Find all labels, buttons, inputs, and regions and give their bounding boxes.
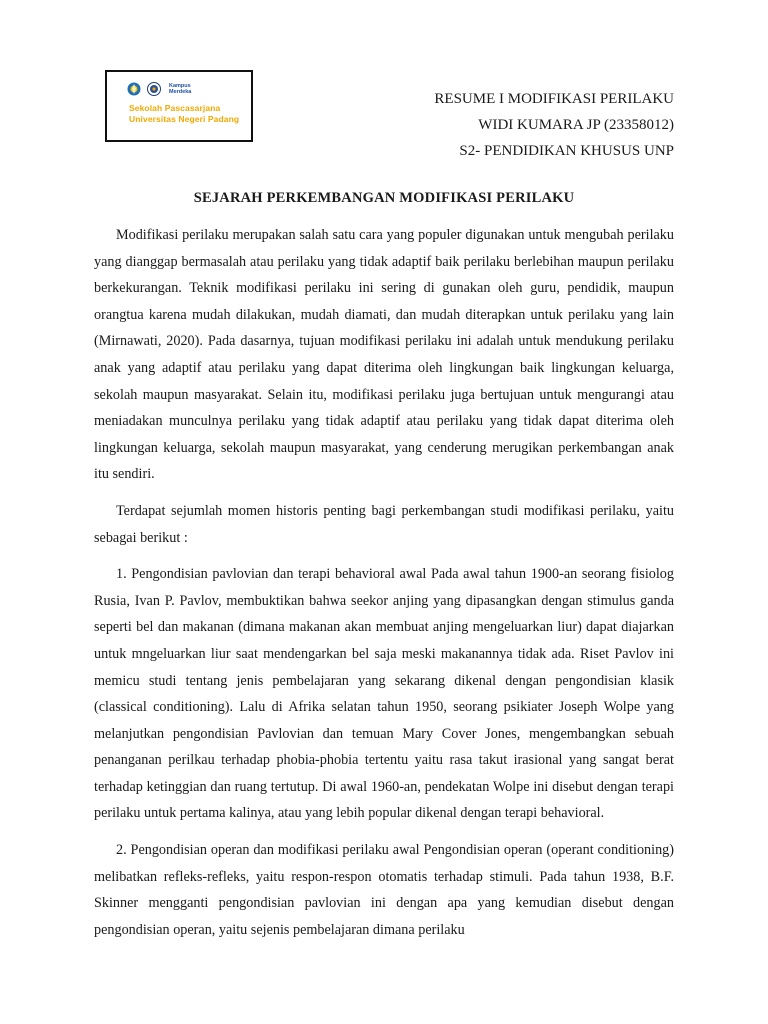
header-line-2: WIDI KUMARA JP (23358012) xyxy=(478,117,674,133)
kampus-merdeka-badge: Kampus Merdeka xyxy=(169,83,192,95)
paragraph-history-intro: Terdapat sejumlah momen historis penting bagi perkembangan studi modifikasi perilaku, yaitu sebagai berikut : xyxy=(94,502,674,546)
header-line-1: RESUME I MODIFIKASI PERILAKU xyxy=(434,91,674,107)
logo-line-1: Sekolah Pascasarjana xyxy=(129,103,221,113)
kemdikbud-emblem-icon xyxy=(127,82,141,96)
logo-line-2: Universitas Negeri Padang xyxy=(129,114,240,124)
unp-emblem-icon xyxy=(147,82,161,96)
paragraph-intro: Modifikasi perilaku merupakan salah satu cara yang populer digunakan untuk mengubah perilaku yang dianggap bermasalah atau perilaku yang tidak adaptif baik perilaku berlebihan maupun perilaku berkekurangan. Teknik modifikasi perilaku ini sering di gunakan oleh guru, pendidik, maupun orangtua karena mudah dilakukan, mudah diamati, dan mudah diterapkan untuk perilaku yang lain (Mirnawati, 2020). Pada dasarnya, tujuan modifikasi perilaku ini adalah untuk mendukung perilaku anak yang adaptif atau perilaku yang dapat diterima oleh lingkungan baik lingkungan keluarga, sekolah maupun masyarakat. Selain itu, modifikasi perilaku juga bertujuan untuk mengurangi atau meniadakan munculnya perilaku yang tidak adaptif atau perilaku yang tidak dapat diterima oleh lingkungan keluarga, sekolah maupun masyarakat, yang cenderung merugikan perkembangan anak itu sendiri. xyxy=(94,227,674,483)
paragraph-point-1: 1. Pengondisian pavlovian dan terapi behavioral awal Pada awal tahun 1900-an seorang fisiolog Rusia, Ivan P. Pavlov, membuktikan bahwa seekor anjing yang dipasangkan dengan stimulus ganda seperti bel dan makanan (dimana makanan akan membuat anjing mengeluarkan liur) dapat diajarkan untuk mngeluarkan liur saat mendengarkan bel saja meski makanannya tidak ada. Riset Pavlov ini memicu studi tentang jenis pembelajaran yang sekarang dikenal dengan pengondisian klasik (classical conditioning). Lalu di Afrika selatan tahun 1950, seorang psikiater Joseph Wolpe yang melanjutkan pengondisian Pavlovian dan temuan Mary Cover Jones, mengembangkan sebuah penanganan perilkau terhadap phobia-phobia tertentu yaitu rasa takut irasional yang sangat berat terhadap ketinggian dan ruang tertutup. Di awal 1960-an, pendekatan Wolpe ini disebut dengan terapi perilaku untuk pertama kalinya, atau yang lebih popular dikenal dengan terapi behavioral. xyxy=(94,566,674,822)
university-logo xyxy=(105,70,253,142)
document-header xyxy=(434,86,674,164)
paragraph-point-2: 2. Pengondisian operan dan modifikasi perilaku awal Pengondisian operan (operant conditioning) melibatkan refleks-refleks, yaitu respon-respon otomatis terhadap stimuli. Pada tahun 1938, B.F. Skinner mengganti pengondisian pavlovian ini dengan apa yang kemudian disebut dengan pengondisian operan, yaitu sejenis pembelajaran dimana perilaku xyxy=(94,842,674,938)
document-body xyxy=(94,222,674,953)
logo-emblems xyxy=(127,82,197,96)
header-line-3: S2- PENDIDIKAN KHUSUS UNP xyxy=(459,143,674,159)
document-title: SEJARAH PERKEMBANGAN MODIFIKASI PERILAKU xyxy=(193,190,575,206)
